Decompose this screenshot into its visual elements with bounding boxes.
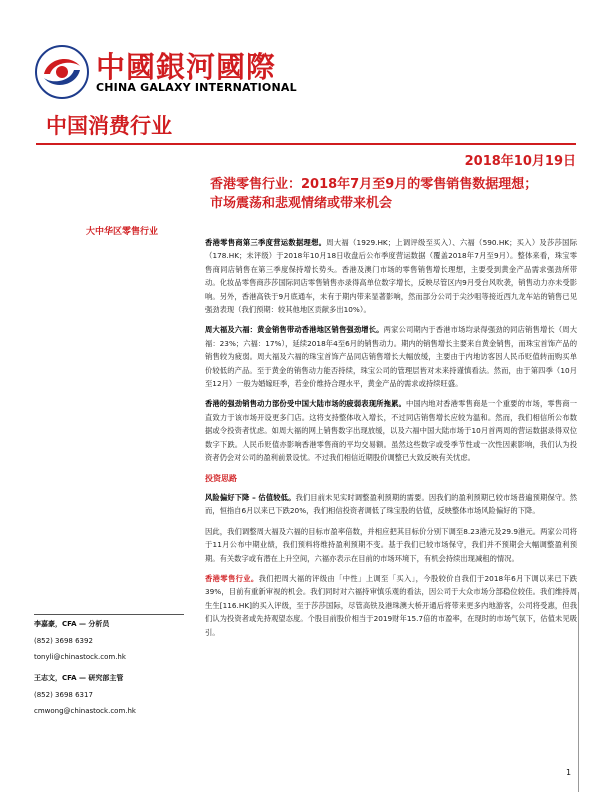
paragraph bbox=[205, 236, 577, 316]
paragraph-text: 因此，我们调整周大福及六福的目标市盈率倍数，并相应把其目标价分别下调至8.23港元及29.9港元。两家公司将于11月公布中期业绩，我们预料将维持盈利预期不变。基于我们已较市场保守，我们并不预期会大幅调整盈利预期。有关数字或有潜在上升空间，六福亦表示在目前的市场环境下，有机会持续出现减租的情况。 bbox=[205, 526, 577, 563]
analyst-phone: (852) 3698 6392 bbox=[34, 637, 93, 645]
paragraph bbox=[205, 572, 577, 639]
analyst-email[interactable]: cmwong@chinastock.com.hk bbox=[34, 707, 136, 715]
paragraph-text: 周大福（1929.HK；上调评级至买入）、六福（590.HK；买入）及莎莎国际（178.HK；未评级）于2018年10月18日收盘后公布季度营运数据（覆盖2018年7月至9月）。整体来看，珠宝零售商同店销售在第三季度保持增长势头。香港及澳门市场的零售销售增长理想，主要受到黄金产品需求强劲所带动。化妆品零售商莎莎国际同店零售销售亦录得高单位数字增长，反映尽管区内9月受台风吹袭，销售动力亦未受影响。另外，香港高铁于9月底通车，未有于期内带来显著影响，然而部分公司于尖沙咀等接近西九龙车站的销售已见强劲表现（我们预期：较其他地区贡献多出10%）。 bbox=[205, 238, 578, 315]
header-divider bbox=[36, 143, 576, 145]
paragraph-text: 我们目前未见实时调整盈利预期的需要。因我们的盈利预期已较市场普遍预期保守。然而，恒指自6月以来已下跌20%，我们相信投资者调低了珠宝股的估值，反映整体市场风险偏好的下降。 bbox=[205, 492, 577, 516]
paragraph-lead: 香港零售商第三季度营运数据理想。 bbox=[205, 238, 327, 247]
region-label: 大中华区零售行业 bbox=[86, 227, 159, 237]
page-number: 1 bbox=[566, 768, 572, 777]
sector-title: 中国消费行业 bbox=[46, 114, 172, 138]
analyst-name: 李嘉豪，CFA — 分析员 bbox=[34, 620, 110, 628]
paragraph-lead: 周大福及六福：黄金销售带动香港地区销售强劲增长。 bbox=[205, 325, 384, 335]
headline-line-1: 香港零售行业：2018年7月至9月的零售销售数据理想； bbox=[210, 177, 538, 192]
headline-line-2: 市场震荡和悲观情绪或带来机会 bbox=[210, 196, 393, 211]
analyst-name: 王志文，CFA — 研究部主管 bbox=[34, 674, 124, 682]
galaxy-logo-icon bbox=[34, 44, 90, 100]
company-logo bbox=[34, 44, 297, 100]
paragraph-text: 中国内地对香港零售商是一个重要的市场，零售商一直致力于该市场开设更多门店。这将支持整体收入增长，不过同店销售增长应较为温和。然而，我们相信所公布数据或令投资者忧虑。如周大福的网上销售数字出现放缓，以及六福中国大陆市场于10月首两周的营运数据录得双位数字下跌。人民币贬值亦影响香港零售商的平均交易额。虽然这些数字或受季节性或一次性因素影响，我们认为投资者仍会对公司的盈利前景设忧。不过我们相信近期股价调整已大致反映有关忧虑。 bbox=[205, 399, 578, 463]
section-heading: 投资思路 bbox=[205, 473, 237, 483]
analyst-email[interactable]: tonyli@chinastock.com.hk bbox=[34, 653, 126, 661]
paragraph-lead: 香港零售行业。 bbox=[205, 573, 259, 583]
report-header bbox=[0, 0, 612, 138]
analyst-phone: (852) 3698 6317 bbox=[34, 691, 93, 699]
logo-chinese-text: 中國銀河國際 bbox=[96, 50, 277, 84]
logo-english-text: CHINA GALAXY INTERNATIONAL bbox=[96, 81, 297, 94]
paragraph bbox=[205, 323, 577, 390]
analyst-contacts bbox=[34, 614, 184, 723]
paragraph bbox=[205, 491, 577, 518]
report-date: 2018年10月19日 bbox=[464, 154, 576, 169]
right-border bbox=[578, 592, 579, 792]
paragraph-text: 两家公司期内于香港市场均录得强劲的同店销售增长（周大福：23%；六福：17%），延续2018年4至6月的销售动力。期内的销售增长主要来自黄金销售，而珠宝首饰产品的销售较为疲弱。周大福及六福的珠宝首饰产品同店销售增长大幅放缓，主要由于内地访客因人民币贬值转而购买单价较低的产品。至于黄金的销售动力能否持续，珠宝公司的管理层皆对未来持谨慎看法。然而，由于第四季（10月至12月）一般为婚嫁旺季，若金价维持合理水平，黄金产品的需求或持续旺盛。 bbox=[205, 325, 578, 389]
paragraph-text: 我们把周大福的评级由「中性」上调至「买入」，今股较价自我们于2018年6月下调以来已下跌39%，目前有重新审视的机会。我们同时对六福持审慎乐观的看法，因公司于大众市场分部稳位较佳。我们维持周生生[116.HK]的买入评级，至于莎莎国际，尽管高铁及港珠澳大桥开通后将带来更多内地游客，公司将受惠，但我们认为投资者或先持观望态度。个股目前股价相当于2019财年15.7倍的市盈率，在现时的市场气氛下，估值未见吸引。 bbox=[205, 573, 577, 637]
paragraph-lead: 香港的强劲销售动力部份受中国大陆市场的疲弱表现所拖累。 bbox=[205, 399, 406, 409]
paragraph bbox=[205, 397, 577, 464]
report-headline bbox=[210, 175, 590, 213]
paragraph-lead: 风险偏好下降 – 估值较低。 bbox=[205, 492, 296, 502]
paragraph bbox=[205, 525, 577, 565]
analyst-divider bbox=[34, 614, 184, 615]
report-body bbox=[205, 236, 577, 646]
